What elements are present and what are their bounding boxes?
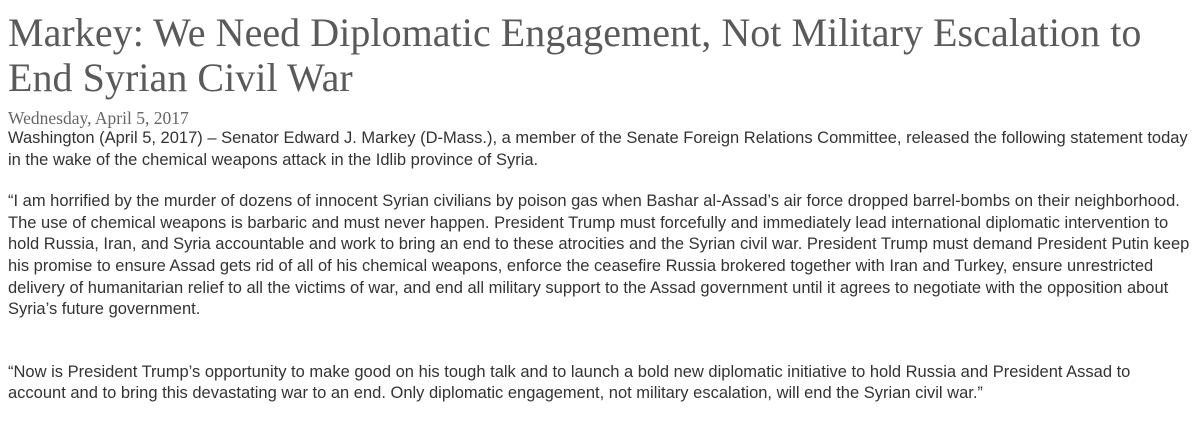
intro-paragraph: Washington (April 5, 2017) – Senator Edward J. Markey (D-Mass.), a member of the Senate Foreign Relations Committee, released the following statement today in the wake of the chemical weapons attack in the Idlib province of Syria.	[8, 129, 1188, 169]
page-title: Markey: We Need Diplomatic Engagement, Not Military Escalation to End Syrian Civil War	[8, 10, 1142, 100]
statement-paragraph-1: “I am horrified by the murder of dozens of innocent Syrian civilians by poison gas when Bashar al-Assad’s air force dropped barrel-bombs on their neighborhood. The use of chemical weapons is barbaric and must never happen. President Trump must forcefully and immediately lead international diplomatic intervention to hold Russia, Iran, and Syria accountable and work to bring an end to these atrocities and the Syrian civil war. President Trump must demand President Putin keep his promise to ensure Assad gets rid of all of his chemical weapons, enforce the ceasefire Russia brokered together with Iran and Turkey, ensure unrestricted delivery of humanitarian relief to all the victims of war, and end all military support to the Assad government until it agrees to negotiate with the opposition about Syria’s future government.	[8, 192, 1190, 319]
publish-date: Wednesday, April 5, 2017	[8, 108, 189, 128]
statement-paragraph-2: “Now is President Trump’s opportunity to make good on his tough talk and to launch a bold new diplomatic initiative to hold Russia and President Assad to account and to bring this devastating war to an end. Only diplomatic engagement, not military escalation, will end the Syrian civil war.”	[8, 362, 1131, 403]
